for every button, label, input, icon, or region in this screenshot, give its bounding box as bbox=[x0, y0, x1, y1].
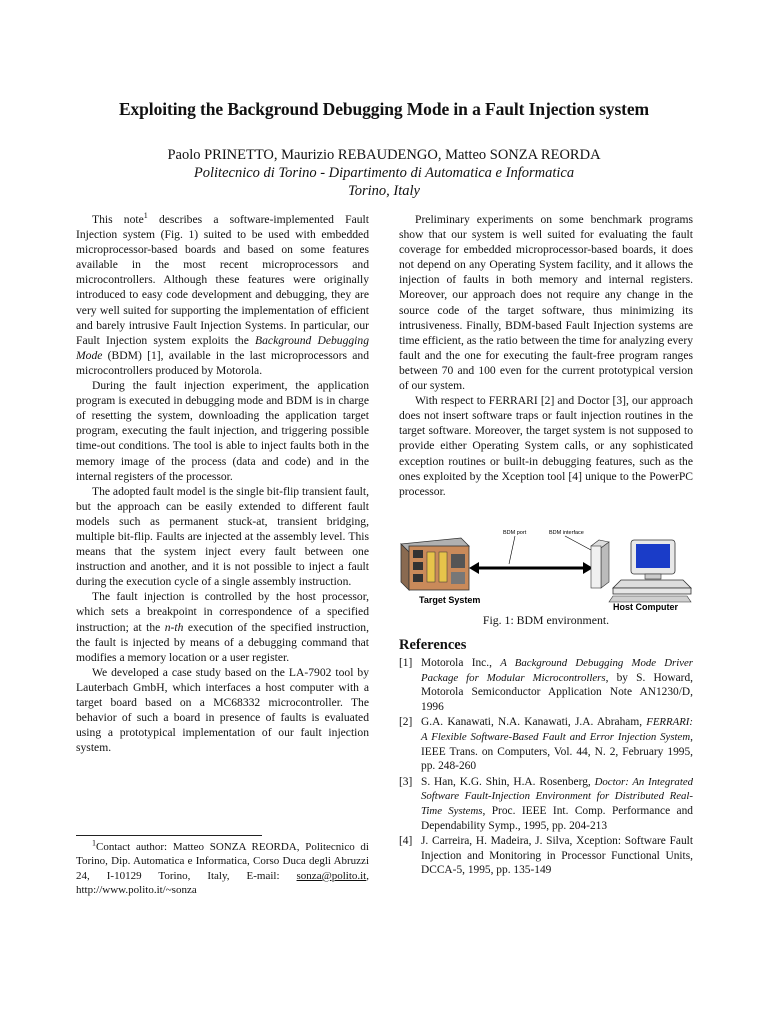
reference-number: [1] bbox=[399, 657, 413, 669]
figure-caption: Fig. 1: BDM environment. bbox=[482, 613, 610, 627]
reference-authors: S. Han, K.G. Shin, H.A. Rosenberg, bbox=[421, 775, 595, 788]
reference-details: , by S. Howard, Motorola Semiconductor Application Note AN1230/D, 1996 bbox=[421, 671, 693, 713]
target-system-label: Target System bbox=[419, 595, 481, 605]
author-block bbox=[0, 146, 768, 200]
reference-body bbox=[421, 834, 693, 878]
reference-list bbox=[399, 656, 693, 879]
reference-number: [3] bbox=[399, 775, 413, 788]
p1-text-b: describes a software-implemented Fault Injection system (Fig. 1) suited to be used with embedded microprocessor-based boards and based on some features available in the most recent microprocessors and microcontrollers. Although these features were originally introduced to easy code development and debugging, they are very well suited for supporting the implementation of efficient and barely intrusive Fault Injection Systems. In particular, our Fault Injection system exploits the bbox=[76, 213, 369, 347]
reference-authors: G.A. Kanawati, N.A. Kanawati, J.A. Abraham, bbox=[421, 716, 647, 729]
paragraph-4 bbox=[76, 589, 369, 664]
references-heading: References bbox=[399, 637, 467, 653]
reference-item bbox=[399, 656, 693, 714]
reference-authors: J. Carreira, H. Madeira, J. Silva, Xception: Software Fault Injection and Monitoring in Processor Functional Units, DCCA-5, 1995, pp. 135-149 bbox=[421, 835, 693, 877]
host-computer-icon bbox=[609, 540, 691, 602]
bdm-diagram bbox=[399, 524, 693, 612]
reference-details: , Proc. IEEE Int. Comp. Performance and Dependability Symp., 1995, pp. 204-213 bbox=[421, 804, 693, 832]
bdm-interface-box-icon bbox=[591, 540, 609, 588]
bdm-interface-leader bbox=[565, 536, 591, 550]
author-names: Paolo PRINETTO, Maurizio REBAUDENGO, Matteo SONZA REORDA bbox=[167, 147, 601, 163]
footnote-marker: 1 bbox=[143, 211, 148, 221]
p1-emphasis: Background Debugging Mode bbox=[76, 333, 369, 362]
affiliation: Politecnico di Torino - Dipartimento di Automatica e Informatica bbox=[193, 165, 575, 181]
bdm-port-label: BDM port bbox=[503, 530, 527, 536]
p4-emphasis: n-th bbox=[164, 620, 184, 634]
paragraph-3: The adopted fault model is the single bit-flip transient fault, but the approach can be easily extended to different fault models such as permanent stuck-at, transient bridging, multiple bit-flip. Faults are injected at the assembly level. This means that the system inject every fault between one instruction and another, and it is not possible to inject a fault during the execution cycle of a single assembly instruction. bbox=[76, 484, 369, 589]
reference-number: [2] bbox=[399, 716, 413, 729]
reference-body bbox=[421, 656, 693, 714]
p1-text-a: This note bbox=[92, 213, 144, 226]
paragraph-1 bbox=[76, 212, 369, 378]
reference-number: [4] bbox=[399, 835, 413, 848]
right-column bbox=[399, 212, 693, 499]
footnote-number: 1 bbox=[92, 838, 96, 848]
reference-body bbox=[421, 775, 693, 833]
footnote-email-link[interactable]: sonza@polito.it bbox=[296, 869, 367, 882]
footnote-text-b: , http://www.polito.it/~sonza bbox=[76, 869, 369, 897]
bdm-link-arrow bbox=[469, 562, 593, 574]
right-paragraph-1: Preliminary experiments on some benchmark programs show that our system is well suited for evaluating the fault coverage for embedded microprocessor-based boards, it does not depend on any Operating System facility, and it allows the injection of faults in both memory and internal registers. Moreover, our approach does not require any change in the source code of the target software, thus minimizing its intrusiveness. Finally, BDM-based Fault Injection systems are time efficient, as the ratio between the time for analyzing every fault and the one for executing the fault-free program ranges between 70 and 100 even for the current prototypical version of our system. bbox=[399, 213, 693, 393]
footnote-indent bbox=[76, 841, 92, 853]
paragraph-5: We developed a case study based on the LA-7902 tool by Lauterbach GmbH, which interfaces a host computer with a target board based on a MC68332 microcontroller. The behavior of such a board in presence of faults is evaluated using a prototypical implementation of our fault injection system. bbox=[76, 665, 369, 755]
p1-text-c: (BDM) [1], available in the last microprocessors and microcontrollers produced by Motorola. bbox=[76, 348, 369, 377]
reference-authors: Motorola Inc., bbox=[421, 657, 501, 669]
location: Torino, Italy bbox=[348, 183, 420, 199]
reference-item bbox=[399, 834, 693, 878]
host-computer-label: Host Computer bbox=[613, 602, 678, 612]
left-column bbox=[76, 212, 369, 755]
bdm-interface-label: BDM interface bbox=[549, 530, 584, 536]
paper-title: Exploiting the Background Debugging Mode in a Fault Injection system bbox=[118, 99, 650, 119]
reference-title: FERRARI: A Flexible Software-Based Fault and Error Injection System bbox=[421, 716, 693, 743]
target-board-icon bbox=[401, 538, 469, 590]
footnote-text-a: Contact author: Matteo SONZA REORDA, Politecnico di Torino, Dip. Automatica e Informatica, Corso Duca degli Abruzzi 24, I-10129 Torino, Italy, E-mail: bbox=[76, 841, 369, 882]
paragraph-2: During the fault injection experiment, the application program is executed in debugging mode and BDM is in charge of resetting the system, downloading the application target program, executing the fault injection, and triggering possible time-out conditions. The tool is able to inject faults both in the memory image of the process (data and code) and in the internal registers of the processor. bbox=[76, 379, 369, 483]
bdm-figure bbox=[399, 524, 693, 612]
reference-item bbox=[399, 775, 693, 833]
reference-item bbox=[399, 715, 693, 773]
reference-details: , IEEE Trans. on Computers, Vol. 44, N. 2, February 1995, pp. 248-260 bbox=[421, 730, 693, 773]
p4-text-b: execution of the specified instruction, the fault is injected by means of a debugging command that modifies a memory location or a user register. bbox=[76, 620, 369, 664]
reference-title: A Background Debugging Mode Driver Package for Modular Microcontrollers bbox=[421, 657, 693, 684]
reference-title: Doctor: An Integrated Software Fault-Injection Environment for Distributed Real-Time Systems bbox=[421, 775, 694, 817]
p4-text-a: The fault injection is controlled by the host processor, which sets a breakpoint in correspondence of a specified instruction; at the bbox=[76, 590, 369, 634]
footnote-rule bbox=[76, 835, 262, 836]
reference-body bbox=[421, 715, 693, 773]
footnote bbox=[76, 840, 369, 898]
bdm-port-leader bbox=[509, 536, 515, 564]
right-paragraph-2: With respect to FERRARI [2] and Doctor [3], our approach does not insert software traps or fault injection routines in the target software. Moreover, the target system is not supposed to provide either Operating System calls, or any sophisticated exception routines or built-in debugging features, such as the ones exploited by the Xception tool [4] unique to the PowerPC processor. bbox=[399, 394, 693, 498]
